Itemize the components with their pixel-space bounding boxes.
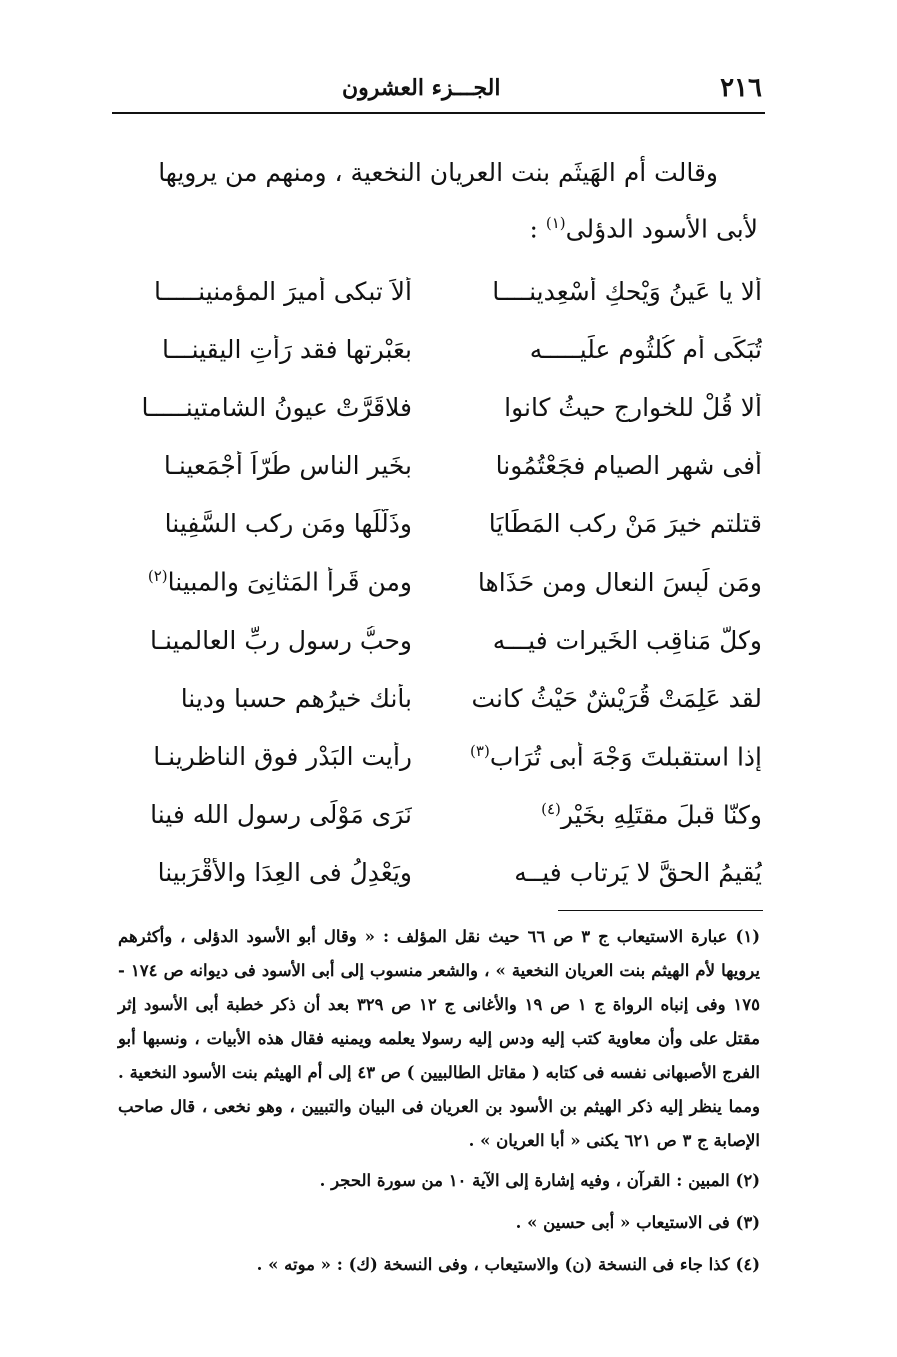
verse-first-hemistich: إذا استقبلتَ وَجْهَ أبى تُرَاب$^{(٣)}$	[470, 741, 762, 772]
verse-first-hemistich: لقد عَلِمَتْ قُرَيْشٌ حَيْثُ كانت	[471, 683, 762, 713]
footnote-4: (٤) كذا جاء فى النسخة (ن) والاستيعاب ، وفى النسخة (ك) : « موته » .	[256, 1255, 760, 1274]
verse	[112, 553, 762, 611]
footnote-1: (١) عبارة الاستيعاب ج ٣ ص ٦٦ حيث نقل المؤلف : « وقال أبو الأسود الدؤلى ، وأكثرهم يرويها لأم الهيثم بنت العريان النخعية » ، والشعر منسوب إلى أبى الأسود فى ديوانه ص ١٧٤ - ١٧٥ وفى إنباه الرواة ج ١ ص ١٩ والأغانى ج ١٢ ص ٣٢٩ بعد أن ذكر خطبة أبى الأسود إثر مقتل على وأن معاوية كتب إليه ودس إليه رسولا يعلمه ويمنيه فقال هذه الأبيات ، ونسبها أبو الفرج الأصبهانى نفسه فى كتابه ( مقاتل الطالبيين ) ص ٤٣ إلى أم الهيثم بنت الأسود النخعية . ومما ينظر إليه ذكر الهيثم بن الأسود بن العريان فى البيان والتبيين ، وهو نخعى ، قال صاحب الإصابة ج ٣ ص ٦٢١ يكنى « أبا العريان » .	[118, 927, 761, 1150]
verse	[112, 262, 762, 320]
footnote-3: (٣) فى الاستيعاب « أبى حسين » .	[515, 1213, 760, 1232]
footnote-ref-1: (١)	[545, 214, 566, 232]
verse-second-hemistich: وذَلّلَها ومَن ركب السَّفِينا	[164, 509, 412, 539]
verse	[112, 728, 762, 786]
header-rule	[112, 112, 765, 114]
verse-first-hemistich: قتلتم خيرَ مَنْ ركب المَطَايَا	[488, 509, 762, 539]
verse-second-hemistich: بعَبْرتها فقد رَأتِ اليقينـــا	[162, 334, 412, 364]
footnote-2: (٢) المبين : القرآن ، وفيه إشارة إلى الآية ١٠ من سورة الحجر .	[319, 1171, 760, 1190]
verse	[112, 378, 762, 436]
footnote-ref-4: (٤)	[541, 800, 561, 819]
verse	[112, 320, 762, 378]
intro-line-1: وقالت أم الهَيثَم بنت العريان النخعية ، ومنهم من يرويها	[158, 158, 718, 187]
verse-first-hemistich: ألا يا عَينُ وَيْحكِ أسْعِدينــــا	[492, 276, 762, 306]
verse-second-hemistich: فلاقَرَّتْ عيونُ الشامتينـــــا	[141, 392, 412, 422]
page-number: ٢١٦	[720, 73, 762, 103]
footnote-ref-2: (٢)	[147, 567, 168, 586]
footnote-ref-3: (٣)	[470, 741, 490, 760]
verse-first-hemistich: وكلُّ مَناقِب الخَيرات فيـــه	[492, 625, 762, 655]
verse-first-hemistich: وكنّا قبلَ مقتَلِهِ بخَيْرٍ$^{(٤)}$	[541, 800, 762, 830]
verse	[112, 495, 762, 553]
verse-second-hemistich: وحبُّ رسول ربِّ العالمينـا	[150, 625, 412, 655]
poem	[112, 262, 762, 902]
verse	[112, 611, 762, 669]
verse-first-hemistich: ومَن لَبِسَ النعال ومن حَذَاها	[477, 567, 762, 597]
verse-second-hemistich: نَرَى مَوْلَى رسول الله فينا	[150, 800, 412, 830]
verse-second-hemistich: ألاَ تبكى أميرَ المؤمنينـــــا	[153, 276, 412, 306]
verse-second-hemistich: ويَعْدِلُ فى العِدَا والأقْرَبينا	[157, 858, 412, 888]
verse-first-hemistich: يُقيمُ الحقَّ لا يَرتاب فيــه	[514, 858, 762, 888]
verse-first-hemistich: ألا قُلْ للخوارج حيثُ كانوا	[504, 392, 762, 422]
verse-second-hemistich: بخَير الناس طُرّاً أجْمَعينـا	[163, 451, 412, 481]
footnotes	[118, 920, 760, 1284]
verse	[112, 669, 762, 727]
verse-second-hemistich: ومن قَرأ المَثانِىَ والمبينا$^{(٢)}$	[147, 567, 412, 597]
verse-second-hemistich: رأيت البَدْر فوق الناظرينـا	[153, 742, 412, 772]
verse	[112, 786, 762, 844]
intro-line-2: لأبى الأسود الدؤلى$^{(١)}$ :	[529, 214, 758, 244]
verse-second-hemistich: بأنك خيرُهم حسبا ودينا	[180, 683, 412, 713]
page-header	[112, 68, 762, 108]
intro-paragraph	[118, 148, 758, 254]
verse-first-hemistich: تُبَكِّى أم كُلثُومٍ علَيـــــه	[529, 334, 762, 364]
verse	[112, 844, 762, 902]
verse-first-hemistich: أفى شهر الصيام فجَعْتُمُونا	[495, 451, 762, 481]
running-title: الجـــزء العشرون	[342, 75, 501, 101]
footnote-rule	[558, 910, 763, 911]
verse	[112, 437, 762, 495]
